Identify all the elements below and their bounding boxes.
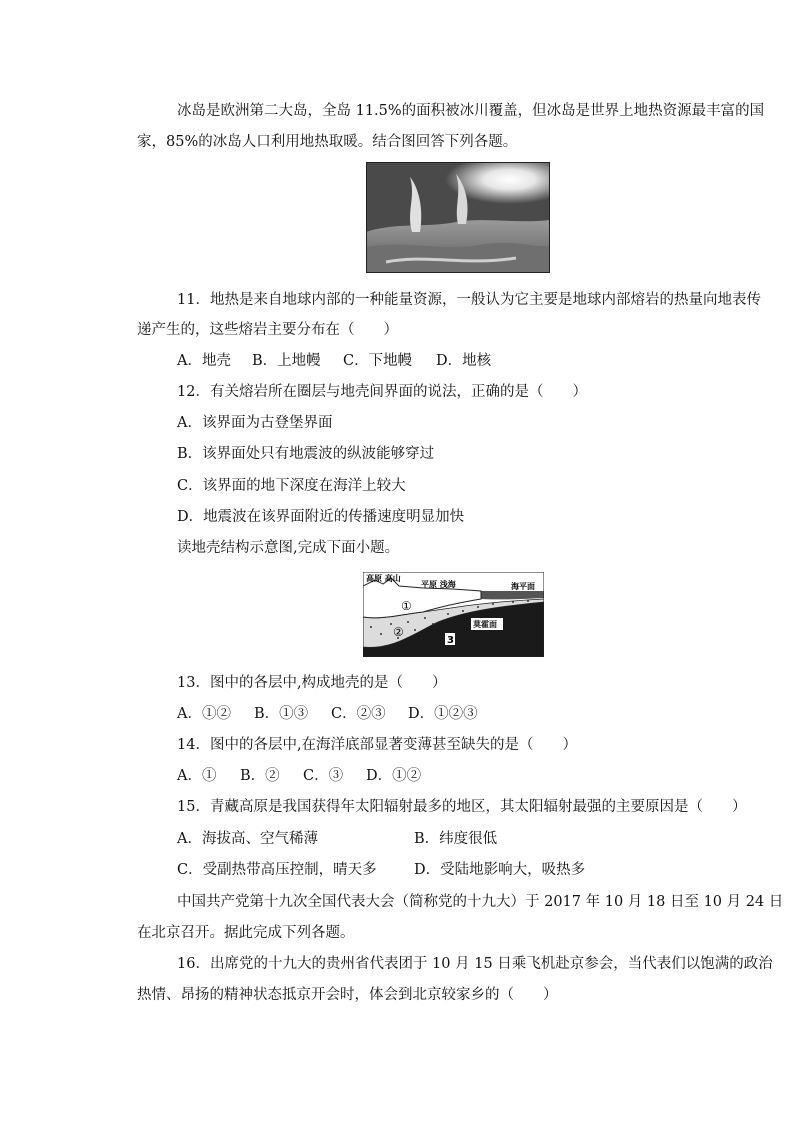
q13-option-a: A．①②: [177, 706, 231, 722]
diagram-label-plain-shallow: 平原 浅海: [421, 580, 456, 589]
q13-stem: 13．图中的各层中,构成地壳的是（ ）: [177, 675, 447, 691]
q12-option-c: C．该界面的地下深度在海洋上较大: [177, 478, 406, 494]
q11-option-b: B．上地幔: [252, 353, 321, 369]
diagram-label-layer3: 3: [447, 635, 454, 646]
diagram-label-moho: 莫霍面: [473, 620, 497, 629]
q13-option-b: B．①③: [254, 706, 309, 722]
q11-option-a: A．地壳: [177, 353, 231, 369]
intro-crust-diagram: 读地壳结构示意图,完成下面小题。: [177, 540, 400, 556]
q14-option-b: B．②: [240, 768, 280, 784]
q16-stem-line2: 热情、昂扬的精神状态抵京开会时，体会到北京较家乡的（ ）: [137, 987, 558, 1003]
q16-stem-line1: 16．出席党的十九大的贵州省代表团于 10 月 15 日乘飞机赴京参会，当代表们以饱满的政治: [177, 956, 773, 972]
q14-option-d: D．①②: [366, 768, 422, 784]
intro-congress-line2: 在北京召开。据此完成下列各题。: [137, 925, 355, 941]
intro-iceland-line2: 家，85%的冰岛人口利用地热取暖。结合图回答下列各题。: [137, 134, 518, 150]
q11-stem-line2: 递产生的，这些熔岩主要分布在（ ）: [137, 322, 398, 338]
q11-option-c: C．下地幔: [343, 353, 413, 369]
q15-option-b: B．纬度很低: [414, 831, 498, 847]
diagram-label-layer1: ①: [401, 599, 412, 613]
q12-option-b: B．该界面处只有地震波的纵波能够穿过: [177, 446, 435, 462]
diagram-label-sea-level: 海平面: [511, 582, 535, 591]
q12-stem: 12．有关熔岩所在圈层与地壳间界面的说法，正确的是（ ）: [177, 384, 587, 400]
q15-option-d: D．受陆地影响大，吸热多: [414, 862, 586, 878]
q13-option-c: C．②③: [331, 706, 386, 722]
q15-stem: 15．青藏高原是我国获得年太阳辐射最多的地区，其太阳辐射最强的主要原因是（ ）: [177, 799, 747, 815]
diagram-label-plateau-mountain: 高原 高山: [366, 574, 401, 583]
diagram-label-layer2: ②: [393, 625, 404, 639]
q14-stem: 14．图中的各层中,在海洋底部显著变薄甚至缺失的是（ ）: [177, 737, 578, 753]
intro-congress-line1: 中国共产党第十九次全国代表大会（简称党的十九大）于 2017 年 10 月 18 日至 10 月 24 日: [177, 894, 784, 910]
q12-option-a: A．该界面为古登堡界面: [177, 415, 333, 431]
q15-option-a: A．海拔高、空气稀薄: [177, 831, 318, 847]
q13-option-d: D．①②③: [408, 706, 478, 722]
q11-option-d: D．地核: [436, 353, 492, 369]
q15-option-c: C．受副热带高压控制，晴天多: [177, 862, 377, 878]
q14-option-a: A．①: [177, 768, 217, 784]
q11-stem-line1: 11．地热是来自地球内部的一种能量资源，一般认为它主要是地球内部熔岩的热量向地表传: [177, 292, 761, 308]
crust-structure-diagram: [363, 572, 544, 657]
intro-iceland-line1: 冰岛是欧洲第二大岛，全岛 11.5%的面积被冰川覆盖，但冰岛是世界上地热资源最丰富的国: [177, 103, 765, 119]
geyser-photo: [366, 162, 550, 273]
q14-option-c: C．③: [303, 768, 344, 784]
q12-option-d: D．地震波在该界面附近的传播速度明显加快: [177, 509, 465, 525]
